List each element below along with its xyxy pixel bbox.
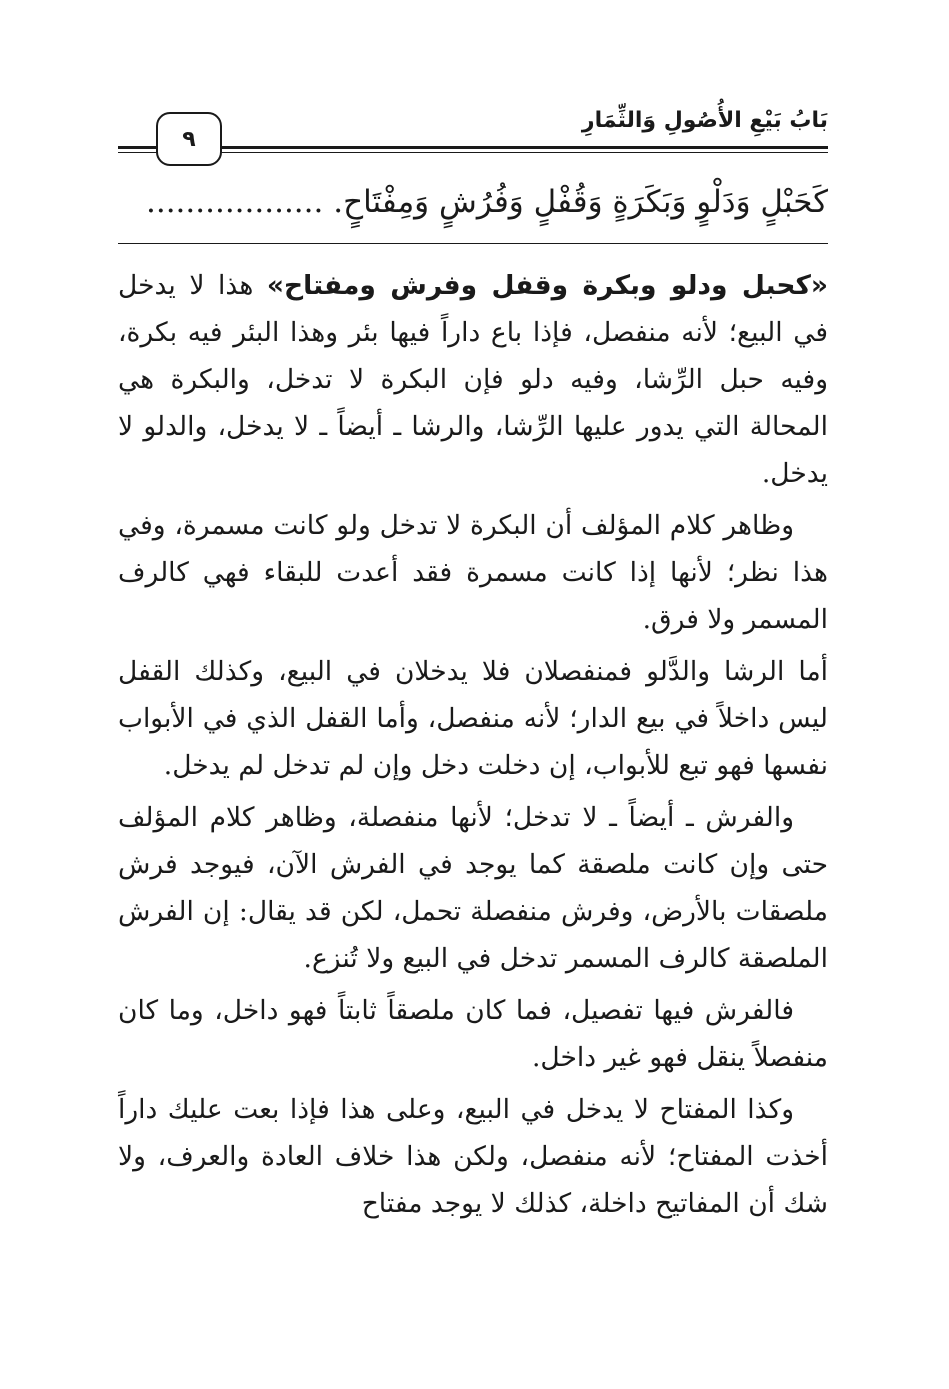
commentary-body	[118, 262, 828, 1232]
paragraph: وظاهر كلام المؤلف أن البكرة لا تدخل ولو كانت مسمرة، وفي هذا نظر؛ لأنها إذا كانت مسمرة فقد أعدت للبقاء فهي كالرف المسمر ولا فرق.	[118, 510, 828, 635]
paragraph: فالفرش فيها تفصيل، فما كان ملصقاً ثابتاً فهو داخل، وما كان منفصلاً ينقل فهو غير داخل.	[118, 995, 828, 1073]
paragraph: والفرش ـ أيضاً ـ لا تدخل؛ لأنها منفصلة، وظاهر كلام المؤلف حتى وإن كانت ملصقة كما يوجد في الفرش الآن، فيوجد فرش ملصقات بالأرض، وفرش منفصلة تحمل، لكن قد يقال: إن الفرش الملصقة كالرف المسمر تدخل في البيع ولا تُنزع.	[118, 802, 828, 974]
paragraph: وكذا المفتاح لا يدخل في البيع، وعلى هذا فإذا بعت عليك داراً أخذت المفتاح؛ لأنه منفصل، ولكن هذا خلاف العادة والعرف، ولا شك أن المفاتيح داخلة، كذلك لا يوجد مفتاح	[118, 1094, 828, 1219]
quoted-matn: «كحبل ودلو وبكرة وقفل وفرش ومفتاح»	[266, 270, 828, 301]
header-rule	[118, 146, 828, 149]
matn-text: كَحَبْلٍ وَدَلْوٍ وَبَكَرَةٍ وَقُفْلٍ وَفُرُشٍ وَمِفْتَاحٍ. ..................	[146, 184, 828, 220]
chapter-title: بَابُ بَيْعِ الأُصُولِ وَالثِّمَارِ	[581, 108, 828, 133]
matn-divider	[118, 243, 828, 244]
header-rule-thin	[118, 152, 828, 153]
page-number: ٩	[156, 112, 222, 166]
paragraph: أما الرشا والدَّلو فمنفصلان فلا يدخلان في البيع، وكذلك القفل ليس داخلاً في بيع الدار؛ لأنه منفصل، وأما القفل الذي في الأبواب نفسها فهو تبع للأبواب، إن دخلت دخل وإن لم تدخل لم يدخل.	[118, 656, 828, 781]
paragraph	[118, 262, 828, 497]
page-header	[118, 108, 828, 166]
paragraph-text: هذا لا يدخل في البيع؛ لأنه منفصل، فإذا باع داراً فيها بئر وهذا البئر فيه بكرة، وفيه حبل الرِّشا، وفيه دلو فإن البكرة لا تدخل، والبكرة هي المحالة التي يدور عليها الرِّشا، والرشا ـ أيضاً ـ لا يدخل، والدلو لا يدخل.	[118, 270, 828, 489]
